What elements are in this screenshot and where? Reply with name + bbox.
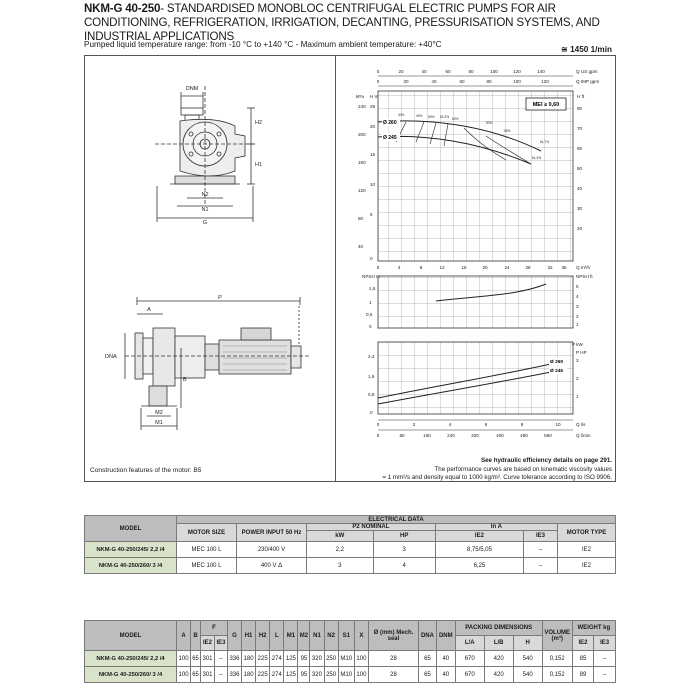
tick-lmin: 320 (471, 433, 479, 438)
cell-n1: 320 (310, 651, 324, 667)
cell-s1: M10 (338, 651, 354, 667)
tick-ft: 20 (577, 226, 583, 231)
unit-impgpm: Q IMP gpm (576, 79, 600, 84)
tick-npsh-ft: 1 (576, 322, 579, 327)
outlet-flange (181, 108, 203, 115)
efficiency-label: 60% (452, 117, 459, 121)
note-tolerance: = 1 mm²/s and density equal to 1000 kg/m³. Curve tolerance according to ISO 9906. (382, 474, 612, 482)
col-n2: N2 (324, 621, 338, 651)
col-w-ie2: IE2 (572, 636, 594, 651)
subtitle: Pumped liquid temperature range: from -10 °C to +140 °C - Maximum ambient temperature: +40°C (84, 40, 442, 49)
cell-h2: 225 (256, 651, 270, 667)
tick-ls: 4 (448, 422, 452, 427)
tick-hp: 3 (576, 358, 579, 363)
tick-gpm: 100 (490, 69, 498, 74)
power-label-260: Ø 260 (550, 360, 564, 365)
tick-lmin: 240 (447, 433, 455, 438)
tick-q: 16 (461, 265, 467, 270)
tick-ls: 10 (555, 422, 561, 427)
unit-npsh-ft: NPSH ft (576, 274, 593, 279)
qh-chart-area (378, 91, 573, 261)
cell-ie3: – (524, 542, 558, 558)
tick-gpm: 40 (421, 69, 427, 74)
tick-ls: 6 (484, 422, 488, 427)
tick-m: 20 (370, 124, 376, 129)
cell-l: 274 (270, 651, 284, 667)
tick-impgpm: 80 (486, 79, 492, 84)
label-dna: DNA (105, 354, 117, 360)
cell-hp: 4 (373, 558, 435, 574)
cell-h1: 180 (242, 651, 256, 667)
tick-ft: 80 (577, 106, 583, 111)
cell-w-ie2: 89 (572, 667, 594, 683)
tick-lmin: 0 (376, 433, 380, 438)
efficiency-label: 50% (486, 121, 493, 125)
tick-q: 8 (419, 265, 423, 270)
impeller-label-245: Ø 245 (383, 135, 397, 141)
efficiency-label: 61,7% (540, 140, 550, 144)
tick-lmin: 480 (520, 433, 528, 438)
label-a: A (147, 307, 151, 313)
efficiency-label: 50% (428, 115, 435, 119)
label-m1: M1 (155, 420, 163, 426)
cell-model: NKM-G 40-250/245/ 2,2 /4 (85, 542, 177, 558)
tick-impgpm: 40 (431, 79, 437, 84)
col-volume: VOLUME (m³) (542, 621, 572, 651)
tick-m: 0 (370, 256, 373, 261)
tick-npsh-ft: 5 (576, 284, 579, 289)
cell-h2: 225 (256, 667, 270, 683)
col-hp: HP (373, 531, 435, 542)
note-efficiency: See hydraulic efficiency details on page 291. (480, 457, 612, 464)
cell-power: 230/400 V (237, 542, 307, 558)
tick-npsh-ft: 3 (576, 304, 579, 309)
col-p2-nominal: P2 NOMINAL (307, 524, 436, 531)
power-chart-area (378, 342, 573, 414)
cell-kw: 3 (307, 558, 374, 574)
title-text: - STANDARDISED MONOBLOC CENTRIFUGAL ELECTRIC PUMPS FOR AIR CONDITIONING, REFRIGERATION, IRRIGATION, DECANTING, PRESSURISATION SYSTEMS, AND INDUSTRIAL APPLICATIONS (84, 2, 600, 43)
cell-ie2: 8,75/5,05 (435, 542, 523, 558)
label-dnm: DNM (185, 86, 199, 92)
cell-model: NKM-G 40-250/260/ 3 /4 (85, 558, 177, 574)
tick-impgpm: 60 (459, 79, 465, 84)
cell-g: 336 (227, 651, 241, 667)
cell-l: 274 (270, 667, 284, 683)
tick-q: 32 (547, 265, 553, 270)
col-ie3: IE3 (524, 531, 558, 542)
tick-m: 5 (370, 212, 373, 217)
tick-q: 20 (482, 265, 488, 270)
cell-motor: MEC 100 L (177, 542, 237, 558)
table-row (85, 558, 616, 574)
label-n2: N2 (201, 192, 209, 198)
unit-kw: P kW (572, 342, 583, 347)
cell-hp: 3 (373, 542, 435, 558)
col-weight: WEIGHT kg (572, 621, 615, 636)
tick-lmin: 400 (496, 433, 504, 438)
col-f: F (200, 621, 227, 636)
tick-q: 24 (504, 265, 510, 270)
cell-m2: 95 (298, 667, 310, 683)
col-h2: H2 (256, 621, 270, 651)
cell-g: 336 (227, 667, 241, 683)
efficiency-label: 30% (398, 113, 405, 117)
tick-ft: 70 (577, 126, 583, 131)
cell-b: 65 (191, 651, 201, 667)
cell-lb: 420 (484, 667, 513, 683)
cell-h: 540 (513, 651, 542, 667)
tick-impgpm: 120 (541, 79, 549, 84)
electrical-data-table (84, 515, 616, 574)
cell-ie3: – (524, 558, 558, 574)
cell-m1: 125 (284, 667, 298, 683)
speed-label: ≅ 1450 1/min (560, 45, 612, 54)
col-f-ie2: IE2 (200, 636, 214, 651)
tick-ft: 40 (577, 186, 583, 191)
col-h1: H1 (242, 621, 256, 651)
col-seal: Ø (mm) Mech. seal (368, 621, 418, 651)
impeller-label-260: Ø 260 (383, 120, 397, 126)
curve-notes (332, 457, 612, 483)
tick-q: 28 (525, 265, 531, 270)
cell-type: IE2 (558, 542, 616, 558)
dimension-drawing-panel (84, 55, 336, 482)
table-row (85, 542, 616, 558)
group-electrical: ELECTRICAL DATA (177, 516, 616, 524)
unit-hp: P HP (576, 350, 587, 355)
cell-volume: 0,152 (542, 651, 572, 667)
tick-ft: 60 (577, 146, 583, 151)
col-motor-size: MOTOR SIZE (177, 524, 237, 542)
tick-ls: 8 (520, 422, 524, 427)
unit-ft: H ft (577, 94, 585, 99)
tick-m: 15 (370, 152, 376, 157)
cell-w-ie3: – (594, 667, 616, 683)
unit-m: H m (370, 94, 379, 99)
cell-f-ie2: 301 (200, 651, 214, 667)
label-p: P (218, 295, 222, 301)
tick-npsh-m: 1 (369, 300, 372, 305)
col-b: B (191, 621, 201, 651)
cell-f-ie3: – (215, 667, 228, 683)
cell-m1: 125 (284, 651, 298, 667)
tick-gpm: 60 (445, 69, 451, 74)
cell-motor: MEC 100 L (177, 558, 237, 574)
unit-kpa: kPa (356, 94, 364, 99)
power-label-245: Ø 245 (550, 369, 564, 374)
col-m1: M1 (284, 621, 298, 651)
performance-curves (336, 56, 616, 483)
tick-kw: 0,8 (368, 392, 375, 397)
cell-seal: 28 (368, 667, 418, 683)
cell-h: 540 (513, 667, 542, 683)
label-b: B (183, 377, 187, 383)
tick-kpa: 120 (358, 188, 366, 193)
col-w-ie3: IE3 (594, 636, 616, 651)
tick-kw: 1,6 (368, 374, 375, 379)
cell-f-ie3: – (215, 651, 228, 667)
cell-model: NKM-G 40-250/260/ 3 /4 (85, 667, 177, 683)
unit-lmin: Q l/min (576, 433, 591, 438)
unit-gpm: Q US gpm (576, 69, 598, 74)
model-name: NKM-G 40-250 (84, 2, 161, 15)
label-m2: M2 (155, 410, 163, 416)
cell-a: 100 (177, 667, 191, 683)
cell-ie2: 6,25 (435, 558, 523, 574)
tick-npsh-m: 0,5 (366, 312, 373, 317)
cell-x: 100 (354, 651, 368, 667)
col-model: MODEL (85, 621, 177, 651)
cell-b: 65 (191, 667, 201, 683)
label-h2: H2 (255, 120, 263, 126)
tick-q: 36 (561, 265, 567, 270)
tick-npsh-m: 1,5 (369, 286, 376, 291)
efficiency-label: 52,3% (440, 115, 450, 119)
col-motor-type: MOTOR TYPE (558, 524, 616, 542)
tick-lmin: 560 (544, 433, 552, 438)
tick-ft: 30 (577, 206, 583, 211)
mei-label: MEI ≥ 0,60 (532, 102, 560, 108)
cell-w-ie3: – (594, 651, 616, 667)
col-dnm: DNM (436, 621, 455, 651)
cell-model: NKM-G 40-250/245/ 2,2 /4 (85, 651, 177, 667)
npsh-chart-area (378, 276, 573, 328)
table-row (85, 651, 616, 667)
col-in-a: In A (435, 524, 557, 531)
cell-x: 100 (354, 667, 368, 683)
col-power-input: POWER INPUT 50 Hz (237, 524, 307, 542)
tick-impgpm: 20 (403, 79, 409, 84)
cell-s1: M10 (338, 667, 354, 683)
tick-kpa: 80 (358, 216, 364, 221)
dimension-drawing (85, 56, 337, 483)
cell-dnm: 40 (436, 651, 455, 667)
cell-type: IE2 (558, 558, 616, 574)
tick-kw: 0 (370, 410, 373, 415)
col-h: H (513, 636, 542, 651)
unit-q: Q m³/h (576, 265, 591, 270)
tick-gpm: 80 (468, 69, 474, 74)
cell-n1: 320 (310, 667, 324, 683)
tick-lmin: 80 (399, 433, 405, 438)
col-l: L (270, 621, 284, 651)
col-lb: L/B (484, 636, 513, 651)
performance-curves-panel (336, 55, 616, 482)
col-dna: DNA (418, 621, 436, 651)
page-title (84, 2, 644, 44)
cell-n2: 250 (324, 651, 338, 667)
cell-h1: 180 (242, 667, 256, 683)
cell-power: 400 V Δ (237, 558, 307, 574)
cell-seal: 28 (368, 651, 418, 667)
tick-ft: 50 (577, 166, 583, 171)
efficiency-label: 61,3% (532, 156, 542, 160)
tick-kpa: 200 (358, 132, 366, 137)
cell-kw: 2,2 (307, 542, 374, 558)
col-ie2: IE2 (435, 531, 523, 542)
tick-kpa: 160 (358, 160, 366, 165)
tick-ls: 2 (412, 422, 416, 427)
cell-n2: 250 (324, 667, 338, 683)
tick-npsh-m: 0 (369, 324, 372, 329)
cell-la: 670 (455, 667, 484, 683)
tick-kpa: 40 (358, 244, 364, 249)
efficiency-label: 55% (504, 129, 511, 133)
tick-q: 4 (397, 265, 401, 270)
col-s1: S1 (338, 621, 354, 651)
cell-a: 100 (177, 651, 191, 667)
tick-impgpm: 0 (376, 79, 380, 84)
dimensions-table (84, 620, 616, 683)
tick-q: 0 (376, 265, 380, 270)
label-g: G (202, 220, 208, 226)
cell-f-ie2: 301 (200, 667, 214, 683)
cell-dnm: 40 (436, 667, 455, 683)
tick-gpm: 140 (537, 69, 545, 74)
tick-ls: 0 (376, 422, 380, 427)
label-h1: H1 (255, 162, 263, 168)
col-f-ie3: IE3 (215, 636, 228, 651)
cell-m2: 95 (298, 651, 310, 667)
tick-hp: 1 (576, 394, 579, 399)
tick-impgpm: 100 (513, 79, 521, 84)
cell-w-ie2: 85 (572, 651, 594, 667)
cell-dna: 65 (418, 667, 436, 683)
cell-la: 670 (455, 651, 484, 667)
col-g: G (227, 621, 241, 651)
col-n1: N1 (310, 621, 324, 651)
tick-npsh-ft: 4 (576, 294, 579, 299)
cell-dna: 65 (418, 651, 436, 667)
tick-gpm: 0 (376, 69, 380, 74)
tick-npsh-ft: 2 (576, 314, 579, 319)
unit-npsh-m: NPSH m (362, 274, 380, 279)
tick-m: 25 (370, 104, 376, 109)
label-n1: N1 (201, 207, 209, 213)
tick-kpa: 240 (358, 104, 366, 109)
col-a: A (177, 621, 191, 651)
unit-ls: Q l/s (576, 422, 586, 427)
table-row (85, 667, 616, 683)
efficiency-label: 40% (416, 114, 423, 118)
tick-kw: 2,4 (368, 354, 375, 359)
tick-lmin: 160 (423, 433, 431, 438)
col-la: L/A (455, 636, 484, 651)
tick-gpm: 20 (398, 69, 404, 74)
motor-note: Construction features of the motor: B5 (90, 467, 202, 474)
cell-lb: 420 (484, 651, 513, 667)
motor-body (219, 340, 291, 374)
col-m2: M2 (298, 621, 310, 651)
col-model: MODEL (85, 516, 177, 542)
cell-volume: 0,152 (542, 667, 572, 683)
tick-q: 12 (439, 265, 445, 270)
col-packing: PACKING DIMENSIONS (455, 621, 542, 636)
tick-hp: 2 (576, 376, 579, 381)
tick-gpm: 120 (513, 69, 521, 74)
note-viscosity: The performance curves are based on kinematic viscosity values (434, 465, 612, 473)
col-kw: kW (307, 531, 374, 542)
col-x: X (354, 621, 368, 651)
tick-m: 10 (370, 182, 376, 187)
